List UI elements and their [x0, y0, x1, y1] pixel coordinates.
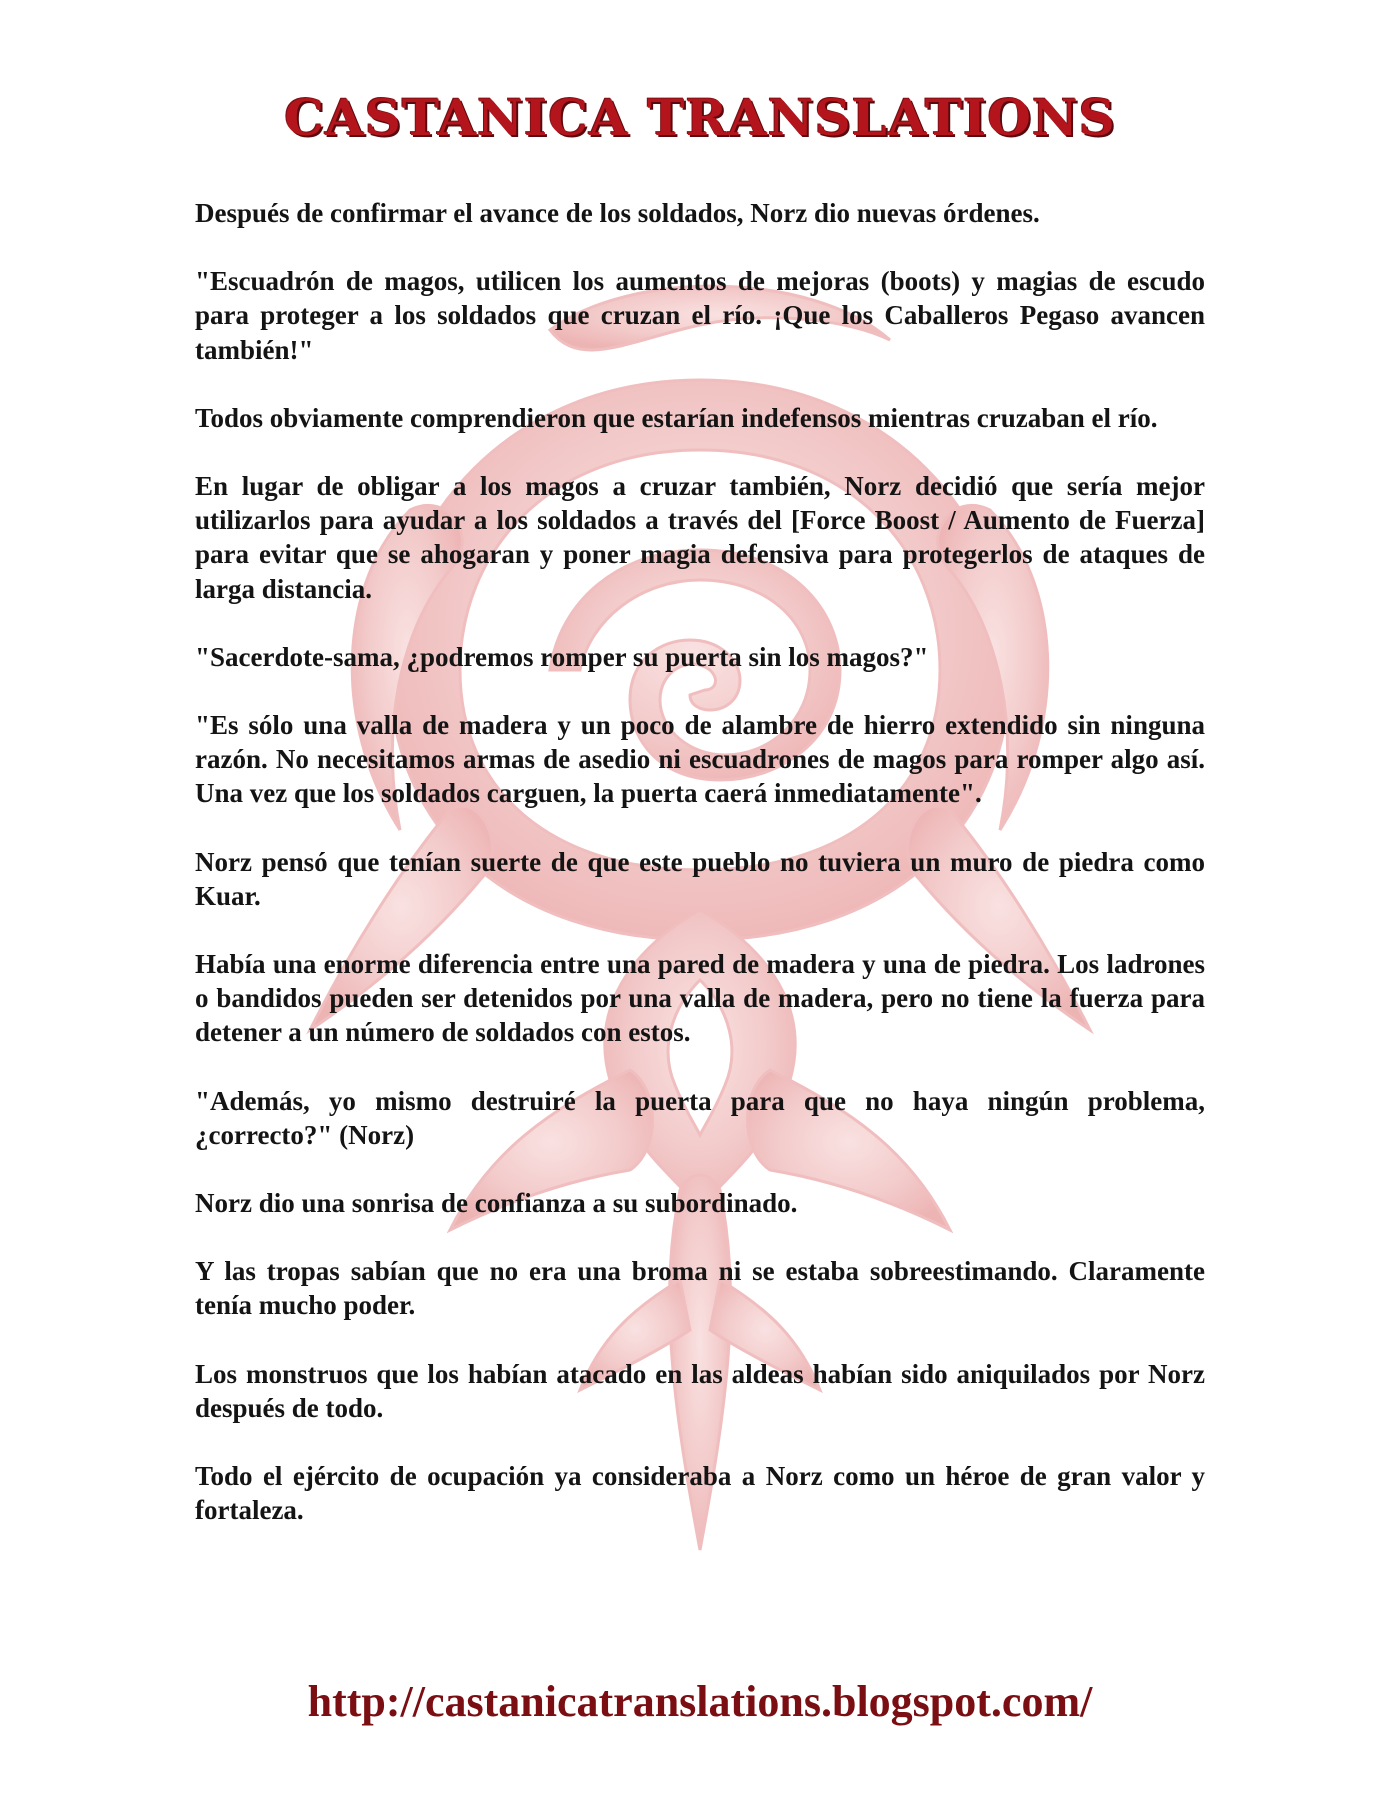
- paragraph: Los monstruos que los habían atacado en las aldeas habían sido aniquilados por Norz después de todo.: [195, 1358, 1205, 1423]
- paragraph: Todo el ejército de ocupación ya consideraba a Norz como un héroe de gran valor y fortaleza.: [195, 1461, 1205, 1526]
- paragraph: Todos obviamente comprendieron que estarían indefensos mientras cruzaban el río.: [195, 402, 1158, 433]
- paragraph: Norz pensó que tenían suerte de que este pueblo no tuviera un muro de piedra como Kuar.: [195, 846, 1205, 911]
- paragraph: "Es sólo una valla de madera y un poco de alambre de hierro extendido sin ninguna razón. No necesitamos armas de asedio ni escuadrones de magos para romper algo así. Una vez que los soldados carguen, la puerta caerá inmediatamente".: [195, 710, 1205, 809]
- paragraph: "Escuadrón de magos, utilicen los aumentos de mejoras (boots) y magias de escudo para proteger a los soldados que cruzan el río. ¡Que los Caballeros Pegaso avancen también!": [195, 266, 1205, 365]
- paragraph: "Sacerdote-sama, ¿podremos romper su puerta sin los magos?": [195, 641, 929, 672]
- page-title: CASTANICA TRANSLATIONS: [284, 88, 1116, 147]
- paragraph: Norz dio una sonrisa de confianza a su subordinado.: [195, 1188, 798, 1219]
- paragraph: Y las tropas sabían que no era una broma ni se estaba sobreestimando. Claramente tenía mucho poder.: [195, 1256, 1205, 1321]
- paragraph: En lugar de obligar a los magos a cruzar también, Norz decidió que sería mejor utilizarlos para ayudar a los soldados a través del [Force Boost / Aumento de Fuerza] para evitar que se ahogaran y poner magia defensiva para protegerlos de ataques de larga distancia.: [195, 471, 1205, 604]
- translation-body: [195, 196, 1205, 1561]
- paragraph: Después de confirmar el avance de los soldados, Norz dio nuevas órdenes.: [195, 198, 1040, 228]
- blog-url-link[interactable]: http://castanicatranslations.blogspot.com/: [307, 1677, 1093, 1726]
- paragraph: "Además, yo mismo destruiré la puerta para que no haya ningún problema, ¿correcto?" (Norz): [195, 1085, 1205, 1150]
- paragraph: Había una enorme diferencia entre una pared de madera y una de piedra. Los ladrones o bandidos pueden ser detenidos por una valla de madera, pero no tiene la fuerza para detener a un número de soldados con estos.: [195, 949, 1205, 1048]
